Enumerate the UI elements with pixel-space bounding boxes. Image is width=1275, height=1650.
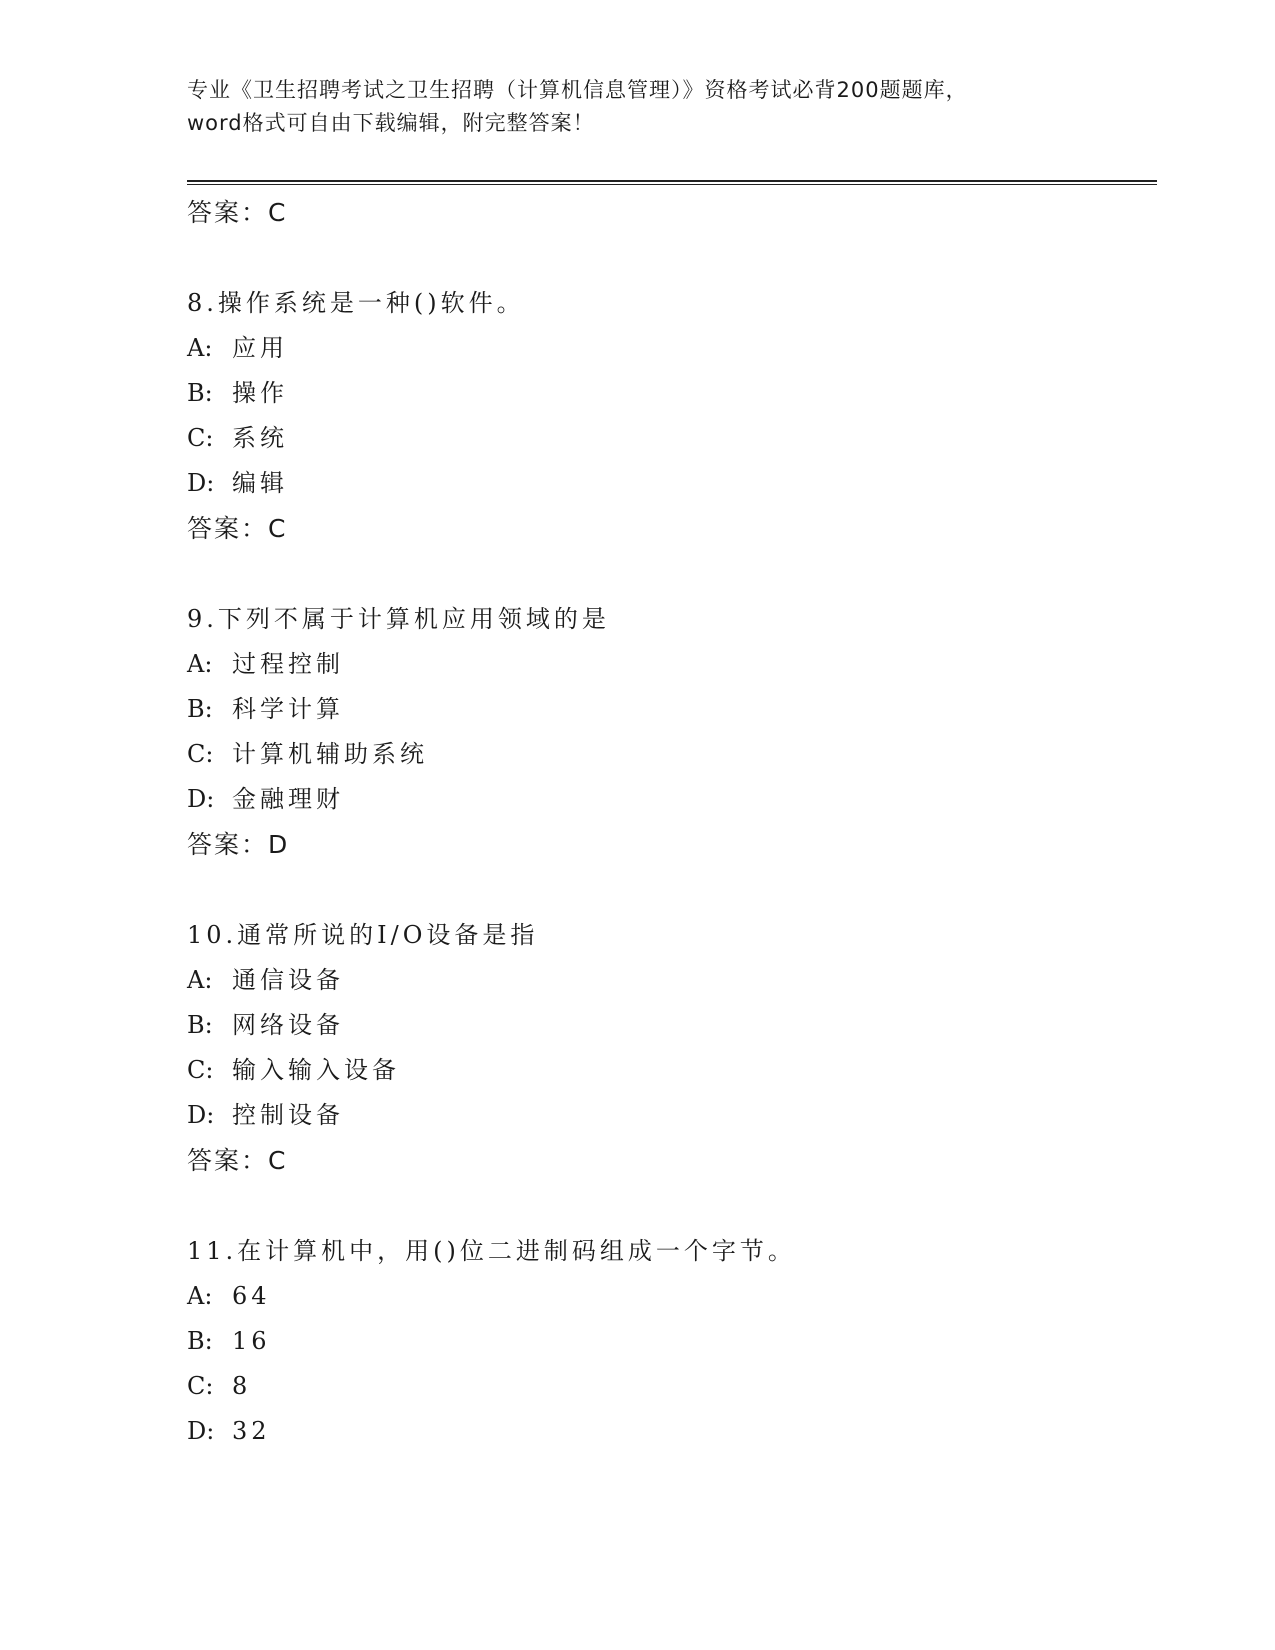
option-letter: C: (187, 424, 214, 452)
question-8-option-c (187, 416, 1157, 461)
question-11 (187, 1229, 1157, 1454)
header-divider (187, 180, 1157, 185)
option-text: 网络设备 (232, 1011, 344, 1039)
option-text: 32 (232, 1417, 271, 1445)
option-letter: C: (187, 1372, 214, 1400)
answer-previous: 答案：C (187, 198, 288, 227)
question-8-text: 8.操作系统是一种()软件。 (187, 289, 525, 317)
question-10-option-a (187, 958, 1157, 1003)
option-letter: B: (187, 1327, 213, 1355)
option-letter: A: (187, 1282, 213, 1310)
question-11-option-a (187, 1274, 1157, 1319)
header-line-1: 专业《卫生招聘考试之卫生招聘（计算机信息管理）》资格考试必背200题题库， (187, 78, 968, 102)
question-9-option-c (187, 732, 1157, 777)
header-line-2: word格式可自由下载编辑，附完整答案！ (187, 111, 595, 135)
option-letter: D: (187, 1417, 215, 1445)
question-list (187, 190, 1157, 1454)
option-text: 编辑 (232, 469, 288, 497)
option-text: 控制设备 (232, 1101, 344, 1129)
question-10-option-d (187, 1093, 1157, 1138)
question-10-text: 10.通常所说的I/O设备是指 (187, 921, 539, 949)
question-8-option-b (187, 371, 1157, 416)
question-10-option-c (187, 1048, 1157, 1093)
question-8-option-a (187, 326, 1157, 371)
question-9 (187, 597, 1157, 867)
option-letter: D: (187, 1101, 215, 1129)
question-10-option-b (187, 1003, 1157, 1048)
question-9-text: 9.下列不属于计算机应用领域的是 (187, 605, 610, 633)
question-9-option-b (187, 687, 1157, 732)
question-8-option-d (187, 461, 1157, 506)
option-text: 16 (232, 1327, 271, 1355)
option-text: 金融理财 (232, 785, 344, 813)
option-text: 输入输入设备 (232, 1056, 400, 1084)
option-letter: A: (187, 966, 213, 994)
option-letter: B: (187, 1011, 213, 1039)
question-9-option-d (187, 777, 1157, 822)
question-11-option-d (187, 1409, 1157, 1454)
option-text: 科学计算 (232, 695, 344, 723)
option-text: 64 (232, 1282, 271, 1310)
question-11-option-b (187, 1319, 1157, 1364)
question-8 (187, 281, 1157, 551)
option-letter: A: (187, 334, 213, 362)
option-letter: D: (187, 469, 215, 497)
option-letter: C: (187, 1056, 214, 1084)
question-9-option-a (187, 642, 1157, 687)
option-text: 计算机辅助系统 (232, 740, 428, 768)
question-9-answer: 答案：D (187, 830, 290, 859)
option-text: 应用 (232, 334, 288, 362)
option-letter: C: (187, 740, 214, 768)
option-text: 系统 (232, 424, 288, 452)
question-8-answer: 答案：C (187, 514, 288, 543)
question-10-answer: 答案：C (187, 1146, 288, 1175)
document-header (187, 74, 1087, 140)
option-letter: D: (187, 785, 215, 813)
option-text: 过程控制 (232, 650, 344, 678)
option-text: 操作 (232, 379, 288, 407)
question-11-text: 11.在计算机中，用()位二进制码组成一个字节。 (187, 1237, 796, 1265)
question-10 (187, 913, 1157, 1183)
option-text: 通信设备 (232, 966, 344, 994)
option-letter: B: (187, 379, 213, 407)
option-text: 8 (232, 1372, 252, 1400)
option-letter: A: (187, 650, 213, 678)
question-11-option-c (187, 1364, 1157, 1409)
option-letter: B: (187, 695, 213, 723)
